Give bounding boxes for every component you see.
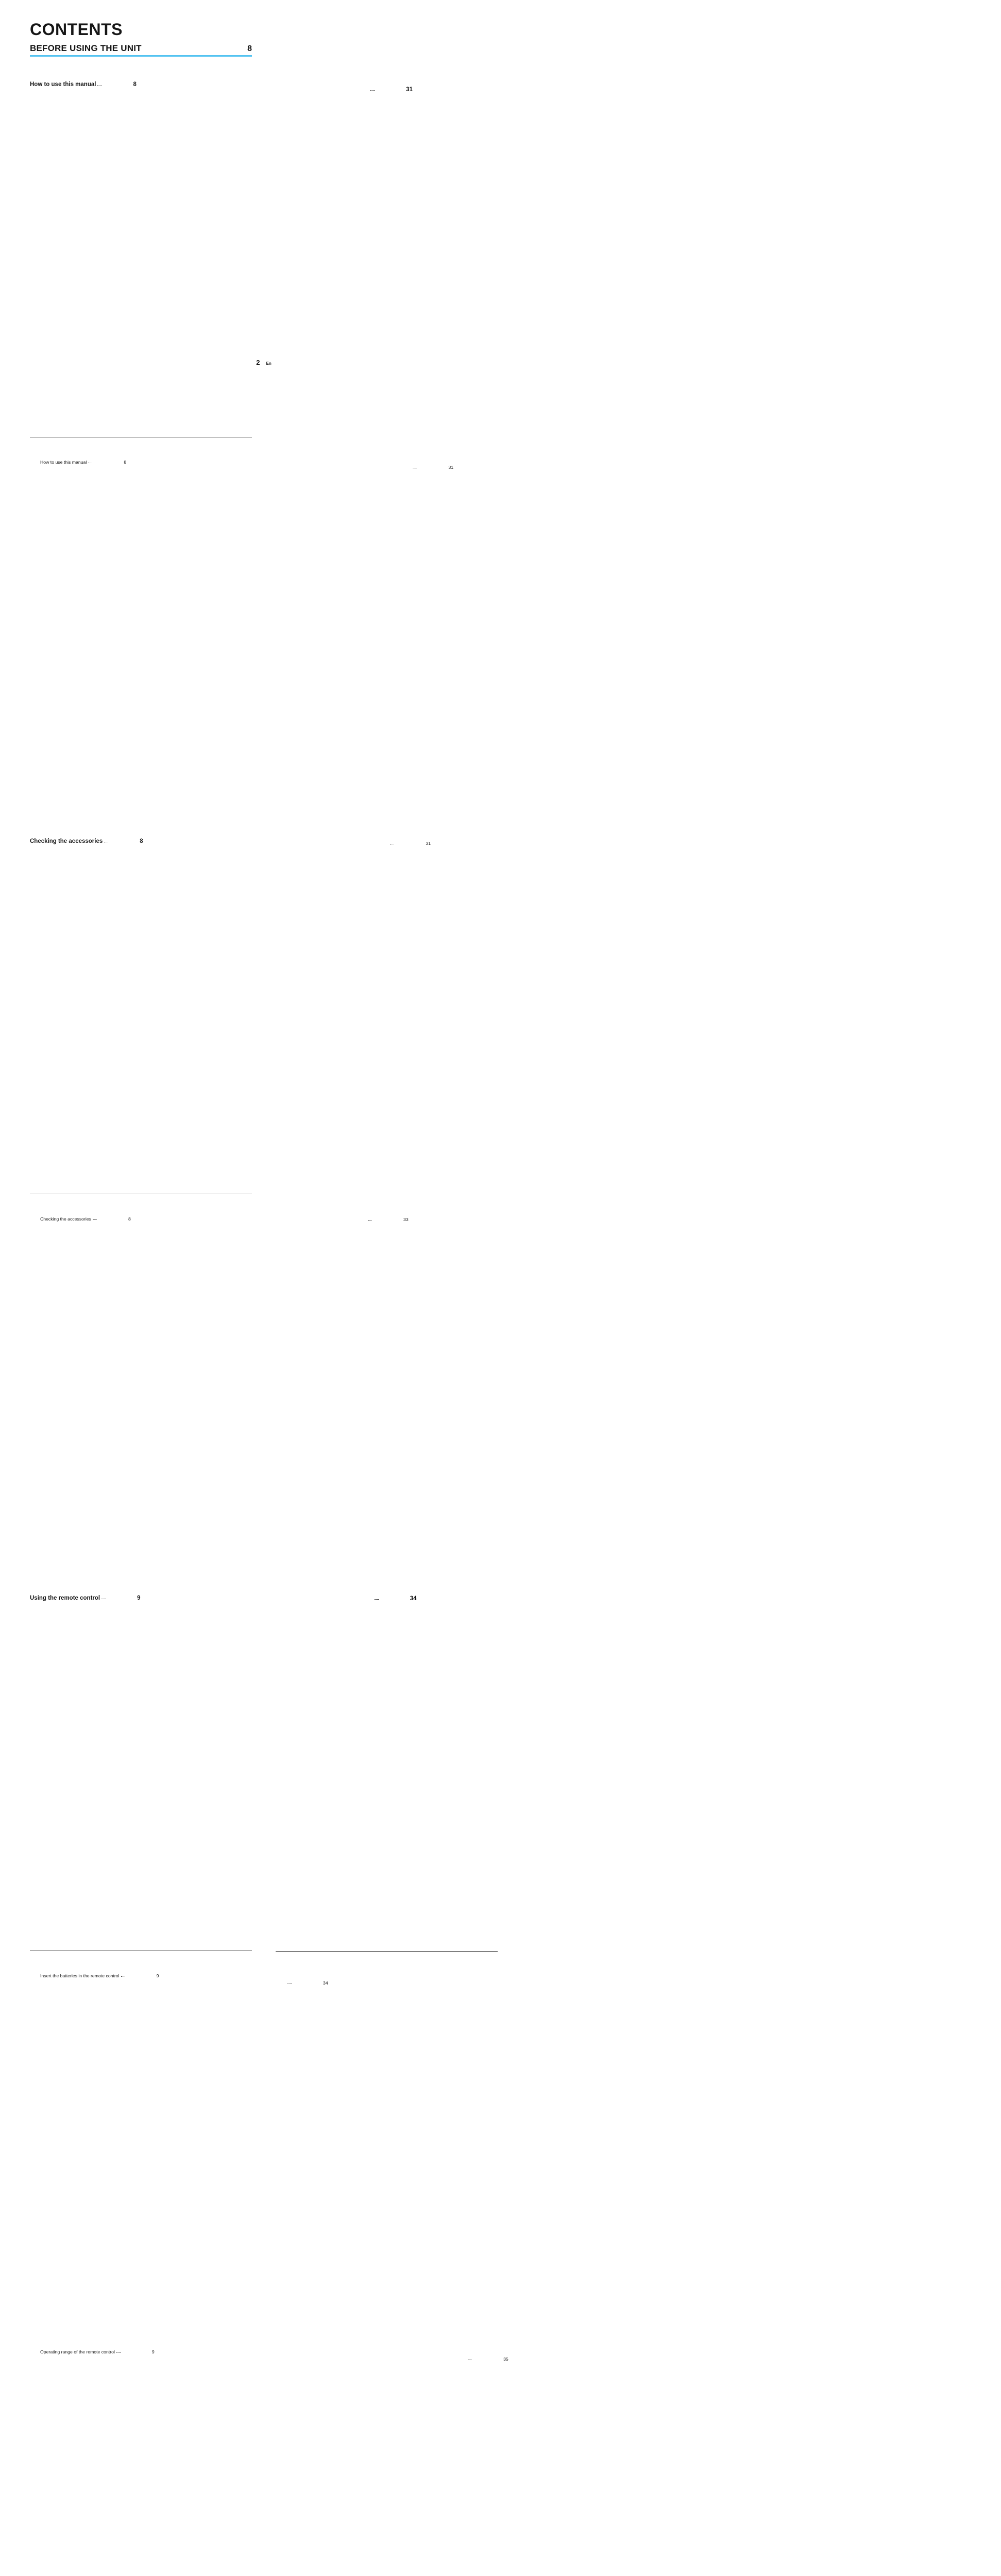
entry-leader-line	[286, 1961, 498, 2334]
entry-page-number: 31	[396, 821, 923, 1195]
entry-label: How to use this manual	[40, 460, 87, 465]
footer-language-tag: En	[266, 361, 272, 366]
page-footer	[0, 359, 528, 366]
leader-dots	[370, 90, 375, 91]
entry-label: Insert the batteries in the remote control	[40, 1973, 120, 1978]
leader-dots	[375, 1599, 379, 1600]
toc-columns	[30, 42, 498, 2576]
entry-page-number: 33	[374, 1197, 901, 1571]
entry-page-number: 8	[110, 819, 637, 1192]
entry-label: Operating range of the remote control	[40, 2349, 115, 2354]
toc-sub-entry[interactable]	[276, 1953, 498, 2335]
toc-group-entry[interactable]	[30, 58, 252, 437]
manual-contents-page	[0, 0, 528, 374]
leader-dots	[116, 2352, 121, 2353]
leader-dots	[97, 85, 101, 86]
toc-group-entry[interactable]	[30, 1571, 252, 1951]
entry-page-number: 9	[122, 2330, 650, 2576]
toc-group-entry[interactable]	[30, 815, 252, 1194]
entry-page-number: 9	[127, 1954, 654, 2327]
entry-label: Checking the accessories	[40, 1216, 91, 1222]
section-title: BEFORE USING THE UNIT	[30, 43, 142, 54]
toc-column-left	[30, 42, 252, 2576]
leader-dots	[121, 1976, 125, 1977]
footer-page-number: 2	[256, 359, 260, 366]
leader-dots	[93, 1219, 97, 1220]
toc-sub-entry[interactable]	[30, 438, 252, 815]
entry-page-number: 34	[380, 1576, 908, 1950]
entry-page-number: 8	[94, 440, 621, 814]
entry-page-number: 35	[473, 2337, 1001, 2576]
toc-section-header[interactable]	[30, 43, 252, 57]
leader-dots	[368, 1220, 372, 1221]
toc-sub-entry[interactable]	[30, 1952, 252, 2328]
entry-page-number: 34	[293, 1961, 821, 2334]
entry-page-number: 31	[418, 445, 946, 819]
toc-sub-entry[interactable]	[30, 2328, 252, 2576]
entry-page-number: 8	[98, 1197, 626, 1570]
entry-page-number: 9	[107, 1575, 635, 1949]
entry-label: How to use this manual	[30, 81, 96, 88]
entry-page-number: 31	[376, 67, 904, 440]
entry-label: Using the remote control	[30, 1595, 100, 1601]
page-title: CONTENTS	[30, 20, 498, 39]
entry-label: Checking the accessories	[30, 838, 103, 844]
toc-sub-entry[interactable]	[30, 1195, 252, 1571]
entry-page-number: 8	[103, 62, 631, 435]
section-page-number: 8	[247, 44, 252, 54]
